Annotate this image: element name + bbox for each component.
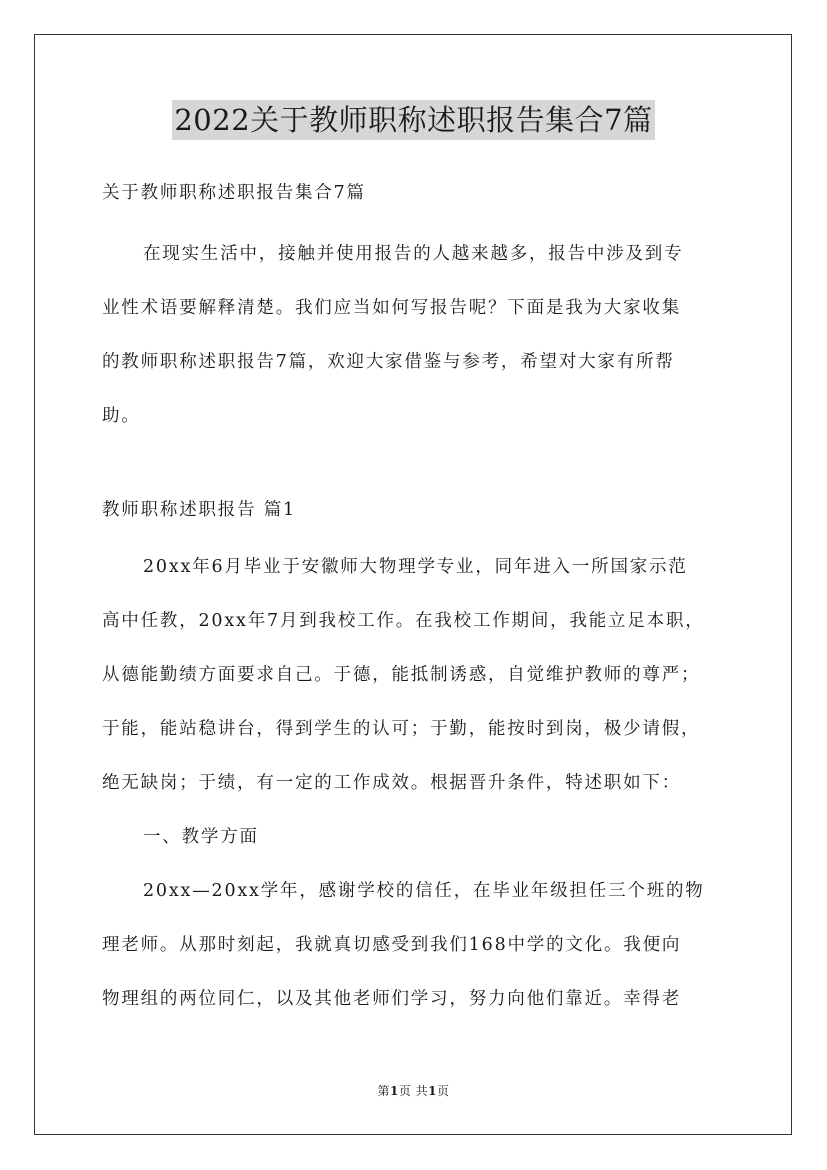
footer-suffix: 页 [437,1084,450,1098]
intro-line: 的教师职称述职报告7篇，欢迎大家借鉴与参考，希望对大家有所帮 [102,352,675,372]
section-line: 绝无缺岗；于绩，有一定的工作成效。根据晋升条件，特述职如下： [102,773,681,793]
footer-current-page: 1 [389,1084,399,1098]
document-title: 2022关于教师职称述职报告集合7篇 [172,100,654,140]
section-line: 20xx年6月毕业于安徽师大物理学专业，同年进入一所国家示范 [143,557,688,577]
title-area [0,100,827,140]
footer-total-pages: 1 [428,1084,438,1098]
intro-line: 助。 [102,406,141,426]
spacer [102,443,742,491]
document-subtitle: 关于教师职称述职报告集合7篇 [102,183,366,203]
section-line: 于能，能站稳讲台，得到学生的认可；于勤，能按时到岗，极少请假， [102,719,701,739]
intro-line: 在现实生活中，接触并使用报告的人越来越多，报告中涉及到专 [143,244,684,264]
footer-prefix: 第 [377,1084,390,1098]
footer-mid: 页 共 [398,1084,429,1098]
page-footer [0,1082,827,1099]
spacer [102,530,742,540]
section-heading: 教师职称述职报告 篇1 [102,500,296,520]
section-line: 高中任教，20xx年7月到我校工作。在我校工作期间，我能立足本职， [102,611,705,631]
document-body [102,174,742,1026]
spacer [102,213,742,227]
section-line: 从德能勤绩方面要求自己。于德，能抵制诱惑，自觉维护教师的尊严； [102,665,701,685]
teaching-line: 物理组的两位同仁，以及其他老师们学习，努力向他们靠近。幸得老 [102,989,681,1009]
teaching-line: 理老师。从那时刻起，我就真切感受到我们168中学的文化。我便向 [102,935,682,955]
intro-line: 业性术语要解释清楚。我们应当如何写报告呢？下面是我为大家收集 [102,298,681,318]
teaching-line: 20xx—20xx学年，感谢学校的信任，在毕业年级担任三个班的物 [143,881,705,901]
subheading: 一、教学方面 [143,827,259,847]
